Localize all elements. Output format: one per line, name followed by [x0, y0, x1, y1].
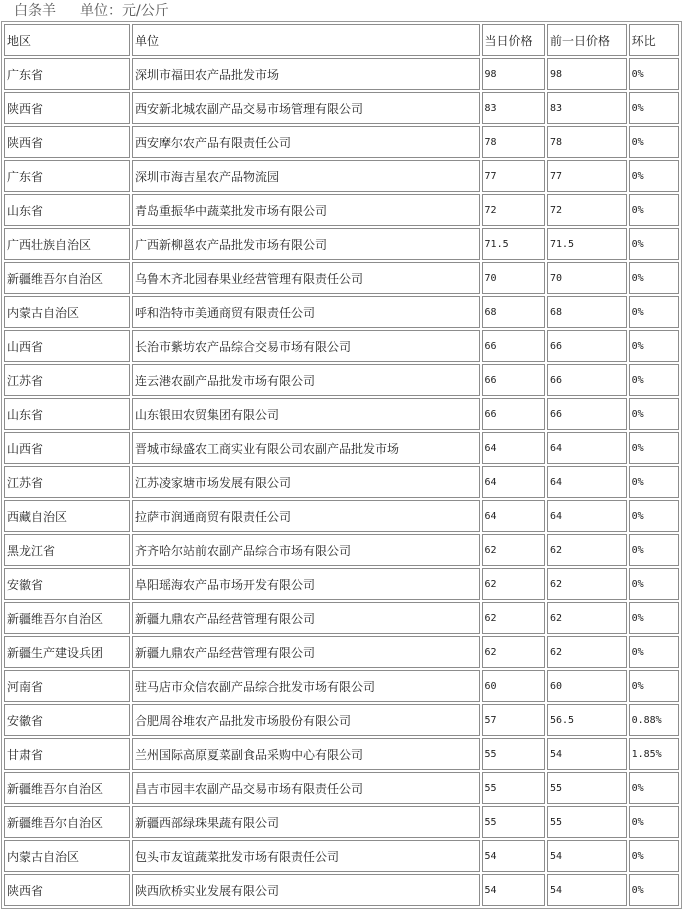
region-cell: 山东省 [4, 398, 130, 430]
unit-cell: 乌鲁木齐北园春果业经营管理有限责任公司 [132, 262, 480, 294]
region-cell: 江苏省 [4, 466, 130, 498]
previous-price-cell: 66 [547, 364, 627, 396]
previous-price-cell: 71.5 [547, 228, 627, 260]
previous-price-cell: 62 [547, 568, 627, 600]
region-cell: 山西省 [4, 330, 130, 362]
change-cell: 0% [629, 364, 679, 396]
region-cell: 江苏省 [4, 364, 130, 396]
previous-price-cell: 54 [547, 738, 627, 770]
region-cell: 安徽省 [4, 704, 130, 736]
unit-cell: 新疆西部绿珠果蔬有限公司 [132, 806, 480, 838]
change-cell: 0% [629, 296, 679, 328]
today-price-cell: 54 [482, 840, 545, 872]
column-header-unit: 单位 [132, 24, 480, 56]
change-cell: 0% [629, 500, 679, 532]
change-cell: 0% [629, 534, 679, 566]
change-cell: 0% [629, 92, 679, 124]
change-cell: 0% [629, 772, 679, 804]
table-row [4, 738, 679, 770]
table-row [4, 806, 679, 838]
unit-cell: 晋城市绿盛农工商实业有限公司农副产品批发市场 [132, 432, 480, 464]
unit-cell: 昌吉市园丰农副产品交易市场有限责任公司 [132, 772, 480, 804]
table-row [4, 58, 679, 90]
unit-cell: 江苏凌家塘市场发展有限公司 [132, 466, 480, 498]
region-cell: 新疆维吾尔自治区 [4, 806, 130, 838]
change-cell: 0% [629, 670, 679, 702]
table-row [4, 262, 679, 294]
change-cell: 0% [629, 636, 679, 668]
table-row [4, 126, 679, 158]
table-title [14, 1, 169, 21]
previous-price-cell: 77 [547, 160, 627, 192]
region-cell: 内蒙古自治区 [4, 840, 130, 872]
previous-price-cell: 64 [547, 432, 627, 464]
today-price-cell: 62 [482, 602, 545, 634]
today-price-cell: 72 [482, 194, 545, 226]
table-row [4, 466, 679, 498]
table-row [4, 296, 679, 328]
today-price-cell: 66 [482, 364, 545, 396]
previous-price-cell: 70 [547, 262, 627, 294]
unit-cell: 连云港农副产品批发市场有限公司 [132, 364, 480, 396]
change-cell: 0% [629, 126, 679, 158]
unit-cell: 包头市友谊蔬菜批发市场有限责任公司 [132, 840, 480, 872]
previous-price-cell: 55 [547, 772, 627, 804]
table-row [4, 772, 679, 804]
previous-price-cell: 64 [547, 466, 627, 498]
unit-cell: 拉萨市润通商贸有限责任公司 [132, 500, 480, 532]
today-price-cell: 83 [482, 92, 545, 124]
region-cell: 新疆维吾尔自治区 [4, 772, 130, 804]
change-cell: 0% [629, 398, 679, 430]
today-price-cell: 66 [482, 330, 545, 362]
table-row [4, 500, 679, 532]
previous-price-cell: 55 [547, 806, 627, 838]
unit-cell: 西安摩尔农产品有限责任公司 [132, 126, 480, 158]
unit-cell: 阜阳瑶海农产品市场开发有限公司 [132, 568, 480, 600]
region-cell: 陕西省 [4, 874, 130, 906]
previous-price-cell: 62 [547, 602, 627, 634]
previous-price-cell: 72 [547, 194, 627, 226]
previous-price-cell: 68 [547, 296, 627, 328]
column-header-change: 环比 [629, 24, 679, 56]
previous-price-cell: 78 [547, 126, 627, 158]
today-price-cell: 55 [482, 806, 545, 838]
previous-price-cell: 98 [547, 58, 627, 90]
previous-price-cell: 62 [547, 534, 627, 566]
table-row [4, 330, 679, 362]
region-cell: 广西壮族自治区 [4, 228, 130, 260]
column-header-region: 地区 [4, 24, 130, 56]
table-row [4, 874, 679, 906]
today-price-cell: 62 [482, 636, 545, 668]
today-price-cell: 71.5 [482, 228, 545, 260]
today-price-cell: 60 [482, 670, 545, 702]
previous-price-cell: 66 [547, 330, 627, 362]
previous-price-cell: 60 [547, 670, 627, 702]
change-cell: 0% [629, 432, 679, 464]
previous-price-cell: 56.5 [547, 704, 627, 736]
unit-cell: 青岛重振华中蔬菜批发市场有限公司 [132, 194, 480, 226]
today-price-cell: 64 [482, 466, 545, 498]
table-row [4, 534, 679, 566]
unit-cell: 西安新北城农副产品交易市场管理有限公司 [132, 92, 480, 124]
today-price-cell: 62 [482, 568, 545, 600]
table-row [4, 194, 679, 226]
unit-cell: 陕西欣桥实业发展有限公司 [132, 874, 480, 906]
region-cell: 甘肃省 [4, 738, 130, 770]
table-row [4, 704, 679, 736]
change-cell: 0.88% [629, 704, 679, 736]
unit-cell: 深圳市海吉星农产品物流园 [132, 160, 480, 192]
region-cell: 广东省 [4, 160, 130, 192]
change-cell: 0% [629, 568, 679, 600]
unit-label: 单位：元/公斤 [80, 3, 169, 19]
table-header-row [4, 24, 679, 56]
unit-cell: 新疆九鼎农产品经营管理有限公司 [132, 636, 480, 668]
today-price-cell: 98 [482, 58, 545, 90]
today-price-cell: 54 [482, 874, 545, 906]
region-cell: 河南省 [4, 670, 130, 702]
previous-price-cell: 62 [547, 636, 627, 668]
change-cell: 0% [629, 262, 679, 294]
previous-price-cell: 54 [547, 874, 627, 906]
region-cell: 黑龙江省 [4, 534, 130, 566]
unit-cell: 齐齐哈尔站前农副产品综合市场有限公司 [132, 534, 480, 566]
unit-cell: 呼和浩特市美通商贸有限责任公司 [132, 296, 480, 328]
product-name: 白条羊 [14, 3, 56, 19]
change-cell: 1.85% [629, 738, 679, 770]
unit-cell: 驻马店市众信农副产品综合批发市场有限公司 [132, 670, 480, 702]
change-cell: 0% [629, 58, 679, 90]
today-price-cell: 62 [482, 534, 545, 566]
today-price-cell: 64 [482, 500, 545, 532]
region-cell: 山西省 [4, 432, 130, 464]
previous-price-cell: 64 [547, 500, 627, 532]
previous-price-cell: 66 [547, 398, 627, 430]
change-cell: 0% [629, 602, 679, 634]
table-row [4, 670, 679, 702]
column-header-today-price: 当日价格 [482, 24, 545, 56]
change-cell: 0% [629, 874, 679, 906]
today-price-cell: 77 [482, 160, 545, 192]
unit-cell: 山东银田农贸集团有限公司 [132, 398, 480, 430]
today-price-cell: 64 [482, 432, 545, 464]
table-row [4, 160, 679, 192]
table-row [4, 364, 679, 396]
region-cell: 陕西省 [4, 92, 130, 124]
region-cell: 内蒙古自治区 [4, 296, 130, 328]
unit-cell: 长治市紫坊农产品综合交易市场有限公司 [132, 330, 480, 362]
table-row [4, 432, 679, 464]
table-row [4, 228, 679, 260]
price-table [1, 21, 682, 909]
change-cell: 0% [629, 840, 679, 872]
table-row [4, 92, 679, 124]
today-price-cell: 68 [482, 296, 545, 328]
previous-price-cell: 83 [547, 92, 627, 124]
price-table-body [4, 24, 679, 906]
column-header-previous-price: 前一日价格 [547, 24, 627, 56]
today-price-cell: 57 [482, 704, 545, 736]
unit-cell: 广西新柳邕农产品批发市场有限公司 [132, 228, 480, 260]
table-row [4, 398, 679, 430]
region-cell: 广东省 [4, 58, 130, 90]
table-row [4, 602, 679, 634]
region-cell: 新疆维吾尔自治区 [4, 262, 130, 294]
previous-price-cell: 54 [547, 840, 627, 872]
table-row [4, 840, 679, 872]
change-cell: 0% [629, 160, 679, 192]
unit-cell: 合肥周谷堆农产品批发市场股份有限公司 [132, 704, 480, 736]
today-price-cell: 70 [482, 262, 545, 294]
change-cell: 0% [629, 330, 679, 362]
region-cell: 安徽省 [4, 568, 130, 600]
table-row [4, 568, 679, 600]
today-price-cell: 55 [482, 738, 545, 770]
today-price-cell: 55 [482, 772, 545, 804]
change-cell: 0% [629, 228, 679, 260]
table-row [4, 636, 679, 668]
change-cell: 0% [629, 466, 679, 498]
region-cell: 西藏自治区 [4, 500, 130, 532]
change-cell: 0% [629, 194, 679, 226]
unit-cell: 深圳市福田农产品批发市场 [132, 58, 480, 90]
today-price-cell: 78 [482, 126, 545, 158]
region-cell: 新疆生产建设兵团 [4, 636, 130, 668]
region-cell: 山东省 [4, 194, 130, 226]
today-price-cell: 66 [482, 398, 545, 430]
unit-cell: 新疆九鼎农产品经营管理有限公司 [132, 602, 480, 634]
region-cell: 陕西省 [4, 126, 130, 158]
unit-cell: 兰州国际高原夏菜副食品采购中心有限公司 [132, 738, 480, 770]
region-cell: 新疆维吾尔自治区 [4, 602, 130, 634]
change-cell: 0% [629, 806, 679, 838]
